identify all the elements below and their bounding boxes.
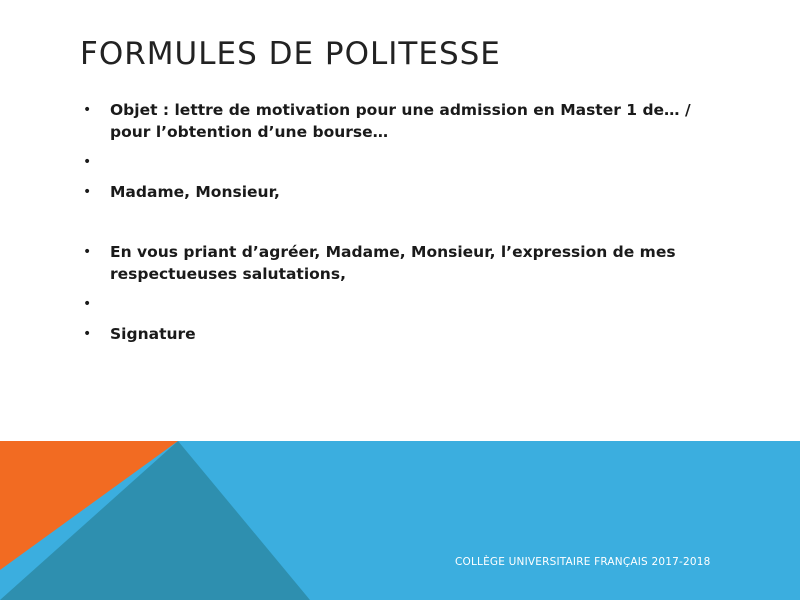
bullet-text: Objet : lettre de motivation pour une admission en Master 1 de… / pour l’obtention d’une bourse… [110, 101, 691, 141]
bullet-marker: • [83, 102, 92, 118]
slide-title: FORMULES DE POLITESSE [80, 36, 501, 72]
footer-text: COLLÈGE UNIVERSITAIRE FRANÇAIS 2017-2018 [455, 556, 711, 568]
bullet-item-empty [80, 151, 730, 173]
bullet-item-signature [80, 323, 730, 345]
bullet-text: En vous priant d’agréer, Madame, Monsieur, l’expression de mes respectueuses salutations, [110, 243, 676, 283]
bullet-item-salutation [80, 181, 730, 203]
bullet-item-empty [80, 293, 730, 315]
bullet-text: Signature [110, 325, 196, 343]
bullet-list [80, 99, 730, 345]
bullet-marker: • [83, 184, 92, 200]
bullet-item-subject [80, 99, 730, 143]
bullet-marker: • [83, 154, 92, 170]
bullet-marker: • [83, 244, 92, 260]
bullet-text: Madame, Monsieur, [110, 183, 280, 201]
bullet-marker: • [83, 296, 92, 312]
bullet-item-closing [80, 241, 730, 285]
bullet-marker: • [83, 326, 92, 342]
